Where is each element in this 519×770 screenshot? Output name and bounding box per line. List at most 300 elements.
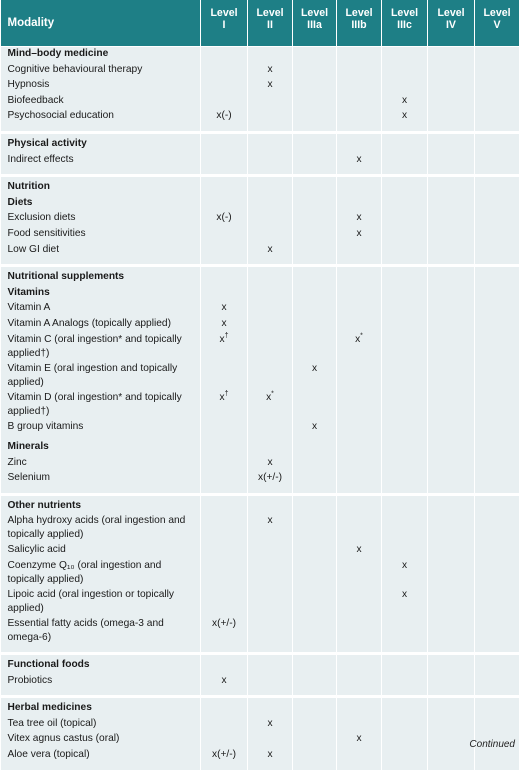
level-numeral: II (267, 19, 273, 31)
evidence-mark-level-4 (337, 301, 382, 317)
group-bottom-padding (1, 646, 519, 654)
evidence-mark-level-7 (475, 440, 519, 456)
group-bottom-padding-cell (382, 125, 428, 133)
group-bottom-padding (1, 258, 519, 266)
modality-row (1, 471, 519, 487)
group-bottom-padding-cell (337, 646, 382, 654)
evidence-mark-level-1 (201, 588, 248, 617)
evidence-mark-level-7 (475, 588, 519, 617)
evidence-mark-level-4 (337, 94, 382, 110)
evidence-mark-level-7 (475, 109, 519, 125)
group-title-empty-cell (428, 654, 475, 674)
evidence-mark-level-7 (475, 333, 519, 362)
evidence-mark-level-3 (293, 391, 337, 420)
evidence-mark-level-3 (293, 456, 337, 472)
evidence-mark-level-3 (293, 748, 337, 764)
level-word: Level (391, 7, 418, 19)
evidence-mark-level-2: x (248, 717, 293, 733)
group-title: Functional foods (1, 654, 201, 674)
evidence-mark-level-2 (248, 543, 293, 559)
evidence-mark-level-1 (201, 94, 248, 110)
group-bottom-padding-cell (337, 168, 382, 176)
modality-row (1, 78, 519, 94)
group-bottom-padding (1, 168, 519, 176)
modality-label-line: Vitamin E (oral ingestion and topically (8, 362, 201, 376)
modality-label-line: Coenzyme Q₁₀ (oral ingestion and (8, 559, 201, 573)
evidence-mark-level-6 (428, 420, 475, 436)
modality-label (1, 391, 201, 420)
evidence-mark-level-7 (475, 748, 519, 764)
evidence-mark-level-5 (382, 471, 428, 487)
evidence-mark-level-5: x (382, 109, 428, 125)
evidence-mark-level-1: x (201, 301, 248, 317)
group-bottom-padding-cell (428, 764, 475, 770)
evidence-mark-level-7 (475, 674, 519, 690)
evidence-mark-level-1: x(+/-) (201, 617, 248, 646)
evidence-mark-level-6 (428, 153, 475, 169)
modality-label: Food sensitivities (1, 227, 201, 243)
group-title-empty-cell (248, 47, 293, 63)
evidence-mark-level-7 (475, 362, 519, 391)
evidence-mark-level-3 (293, 543, 337, 559)
group-bottom-padding-cell (1, 125, 201, 133)
evidence-mark-level-5 (382, 301, 428, 317)
group-title: Mind–body medicine (1, 47, 201, 63)
evidence-mark-level-3 (293, 717, 337, 733)
evidence-mark-level-6 (428, 588, 475, 617)
modality-label-line: topically applied) (8, 573, 201, 587)
group-bottom-padding-cell (248, 646, 293, 654)
level-numeral: V (493, 19, 500, 31)
evidence-mark-level-1: x† (201, 333, 248, 362)
modality-label-line: applied†) (8, 405, 201, 419)
continued-note: Continued (469, 739, 515, 750)
evidence-mark-level-3 (293, 674, 337, 690)
evidence-mark-level-7 (475, 94, 519, 110)
modality-label: B group vitamins (1, 420, 201, 436)
evidence-mark-level-2 (248, 317, 293, 333)
evidence-mark-level-1 (201, 717, 248, 733)
evidence-mark-level-2 (248, 211, 293, 227)
evidence-mark-level-6 (428, 227, 475, 243)
group-title-empty-cell (201, 494, 248, 514)
level-word: Level (345, 7, 372, 19)
evidence-mark-level-7 (475, 211, 519, 227)
evidence-mark-level-4 (337, 391, 382, 420)
evidence-mark-level-7 (475, 543, 519, 559)
modality-row (1, 559, 519, 588)
evidence-mark-level-4 (337, 717, 382, 733)
header-row (1, 0, 519, 47)
evidence-mark-level-5 (382, 420, 428, 436)
subgroup-title: Minerals (1, 440, 201, 456)
modality-label: Selenium (1, 471, 201, 487)
evidence-mark-level-2 (248, 196, 293, 212)
group-bottom-padding-cell (337, 689, 382, 697)
evidence-mark-level-4: x (337, 732, 382, 748)
evidence-mark-level-6 (428, 243, 475, 259)
modality-label-line: applied) (8, 376, 201, 390)
group-title-empty-cell (475, 697, 519, 717)
level-word: Level (210, 7, 237, 19)
evidence-mark-level-5 (382, 674, 428, 690)
group-bottom-padding-cell (293, 646, 337, 654)
modality-row (1, 617, 519, 646)
evidence-mark-level-3: x (293, 362, 337, 391)
evidence-mark-level-5 (382, 286, 428, 302)
group-bottom-padding-cell (382, 487, 428, 495)
evidence-mark-level-6 (428, 456, 475, 472)
evidence-mark-level-2: x (248, 243, 293, 259)
group-title: Physical activity (1, 132, 201, 152)
evidence-mark-level-7 (475, 317, 519, 333)
evidence-mark-level-2 (248, 286, 293, 302)
level-numeral: IIIc (397, 19, 412, 31)
group-title-row (1, 266, 519, 286)
evidence-mark-level-1 (201, 732, 248, 748)
evidence-mark-level-1 (201, 362, 248, 391)
evidence-mark-level-1 (201, 227, 248, 243)
modality-label: Indirect effects (1, 153, 201, 169)
evidence-mark-level-3 (293, 471, 337, 487)
group-title-empty-cell (248, 266, 293, 286)
evidence-mark-level-5 (382, 63, 428, 79)
modality-row (1, 588, 519, 617)
evidence-mark-level-7 (475, 286, 519, 302)
group-bottom-padding (1, 689, 519, 697)
evidence-mark-level-2 (248, 153, 293, 169)
group-title-empty-cell (201, 654, 248, 674)
group-title-empty-cell (337, 697, 382, 717)
evidence-mark-level-6 (428, 301, 475, 317)
group-title-empty-cell (382, 266, 428, 286)
group-bottom-padding-cell (248, 168, 293, 176)
evidence-mark-level-2 (248, 94, 293, 110)
level-header-1 (201, 0, 248, 47)
evidence-mark-level-7 (475, 153, 519, 169)
evidence-mark-level-4 (337, 617, 382, 646)
group-bottom-padding-cell (382, 764, 428, 770)
modality-row (1, 211, 519, 227)
evidence-mark-level-2 (248, 420, 293, 436)
modality-row (1, 227, 519, 243)
evidence-mark-level-2 (248, 559, 293, 588)
evidence-mark-level-2 (248, 440, 293, 456)
evidence-mark-level-5 (382, 440, 428, 456)
group-bottom-padding-cell (293, 764, 337, 770)
evidence-mark-level-1 (201, 286, 248, 302)
group-bottom-padding-cell (1, 487, 201, 495)
group-title-empty-cell (382, 697, 428, 717)
evidence-mark-level-4: x (337, 543, 382, 559)
group-bottom-padding-cell (337, 125, 382, 133)
group-bottom-padding-cell (201, 168, 248, 176)
evidence-mark-level-2 (248, 617, 293, 646)
evidence-mark-level-2: x* (248, 391, 293, 420)
evidence-mark-level-6 (428, 196, 475, 212)
group-title-empty-cell (201, 132, 248, 152)
evidence-mark-level-4 (337, 420, 382, 436)
group-bottom-padding (1, 125, 519, 133)
modality-label-line: applied) (8, 602, 201, 616)
evidence-mark-level-6 (428, 317, 475, 333)
group-title-empty-cell (293, 132, 337, 152)
evidence-mark-level-3 (293, 196, 337, 212)
evidence-mark-level-7 (475, 78, 519, 94)
group-title-empty-cell (475, 654, 519, 674)
group-title-empty-cell (475, 176, 519, 196)
evidence-mark-level-7 (475, 301, 519, 317)
group-title-empty-cell (337, 494, 382, 514)
evidence-mark-level-1 (201, 243, 248, 259)
group-title-empty-cell (428, 176, 475, 196)
evidence-mark-level-3 (293, 514, 337, 543)
group-title-empty-cell (337, 266, 382, 286)
evidence-mark-level-1 (201, 196, 248, 212)
evidence-mark-level-2: x (248, 63, 293, 79)
group-bottom-padding-cell (201, 646, 248, 654)
group-title-row (1, 697, 519, 717)
evidence-mark-level-6 (428, 514, 475, 543)
group-bottom-padding-cell (1, 646, 201, 654)
evidence-mark-level-5 (382, 391, 428, 420)
evidence-mark-level-2: x (248, 514, 293, 543)
evidence-mark-level-5 (382, 227, 428, 243)
evidence-mark-level-5 (382, 333, 428, 362)
group-bottom-padding-cell (475, 646, 519, 654)
evidence-mark-level-5 (382, 362, 428, 391)
level-header-2 (248, 0, 293, 47)
group-bottom-padding-cell (201, 764, 248, 770)
evidence-mark-level-1 (201, 559, 248, 588)
evidence-mark-level-5: x (382, 588, 428, 617)
modality-label-line: topically applied) (8, 528, 201, 542)
evidence-mark-level-5 (382, 196, 428, 212)
modality-label: Hypnosis (1, 78, 201, 94)
modality-label (1, 588, 201, 617)
group-title-row (1, 494, 519, 514)
evidence-mark-level-7 (475, 243, 519, 259)
modality-row (1, 362, 519, 391)
group-bottom-padding-cell (248, 689, 293, 697)
group-title-empty-cell (248, 494, 293, 514)
evidence-mark-level-7 (475, 196, 519, 212)
evidence-mark-level-4 (337, 748, 382, 764)
evidence-mark-level-2 (248, 732, 293, 748)
level-word: Level (301, 7, 328, 19)
group-title-row (1, 132, 519, 152)
modality-row (1, 456, 519, 472)
group-bottom-padding-cell (248, 764, 293, 770)
group-bottom-padding-cell (382, 258, 428, 266)
evidence-mark-level-5 (382, 748, 428, 764)
evidence-mark-level-3 (293, 94, 337, 110)
level-numeral: IIIb (351, 19, 366, 31)
evidence-mark-level-3 (293, 109, 337, 125)
evidence-mark-level-1: x† (201, 391, 248, 420)
modality-label: Low GI diet (1, 243, 201, 259)
evidence-mark-level-6 (428, 732, 475, 748)
modality-label: Tea tree oil (topical) (1, 717, 201, 733)
group-title-empty-cell (337, 47, 382, 63)
evidence-mark-level-4 (337, 196, 382, 212)
evidence-mark-level-1 (201, 440, 248, 456)
evidence-mark-level-2 (248, 227, 293, 243)
modality-label-line: Vitamin C (oral ingestion* and topically (8, 333, 201, 347)
group-bottom-padding-cell (248, 487, 293, 495)
evidence-mark-level-2: x(+/-) (248, 471, 293, 487)
modality-label: Biofeedback (1, 94, 201, 110)
evidence-mark-level-1 (201, 420, 248, 436)
group-title-empty-cell (201, 47, 248, 63)
evidence-mark-level-4 (337, 362, 382, 391)
evidence-mark-level-5 (382, 543, 428, 559)
group-bottom-padding-cell (1, 689, 201, 697)
evidence-mark-level-2 (248, 588, 293, 617)
evidence-mark-level-4 (337, 286, 382, 302)
evidence-mark-level-7 (475, 617, 519, 646)
modality-label-line: Vitamin D (oral ingestion* and topically (8, 391, 201, 405)
group-bottom-padding-cell (1, 764, 201, 770)
evidence-mark-level-5 (382, 317, 428, 333)
evidence-mark-level-3 (293, 559, 337, 588)
evidence-mark-level-2: x (248, 78, 293, 94)
evidence-mark-level-6 (428, 674, 475, 690)
evidence-mark-level-7 (475, 717, 519, 733)
group-title-row (1, 654, 519, 674)
group-bottom-padding-cell (475, 689, 519, 697)
modality-label-line: applied†) (8, 347, 201, 361)
evidence-mark-level-3 (293, 440, 337, 456)
evidence-mark-level-6 (428, 543, 475, 559)
modality-label (1, 514, 201, 543)
modality-row (1, 153, 519, 169)
modality-label: Vitamin A Analogs (topically applied) (1, 317, 201, 333)
evidence-mark-level-7 (475, 63, 519, 79)
group-bottom-padding-cell (1, 258, 201, 266)
group-title-empty-cell (293, 697, 337, 717)
group-title-empty-cell (428, 266, 475, 286)
evidence-mark-level-5 (382, 211, 428, 227)
evidence-mark-level-1: x(-) (201, 211, 248, 227)
level-numeral: I (223, 19, 226, 31)
evidence-mark-level-6 (428, 471, 475, 487)
subgroup-title: Diets (1, 196, 201, 212)
modality-row (1, 748, 519, 764)
evidence-mark-level-1: x (201, 317, 248, 333)
modality-label: Vitamin A (1, 301, 201, 317)
evidence-mark-level-2 (248, 362, 293, 391)
group-bottom-padding-cell (293, 168, 337, 176)
evidence-mark-level-3 (293, 227, 337, 243)
level-word: Level (256, 7, 283, 19)
evidence-mark-level-6 (428, 362, 475, 391)
evidence-mark-level-6 (428, 391, 475, 420)
group-title-empty-cell (293, 266, 337, 286)
evidence-mark-level-2: x (248, 748, 293, 764)
evidence-mark-level-4 (337, 109, 382, 125)
group-title-row (1, 47, 519, 63)
subgroup-title: Vitamins (1, 286, 201, 302)
evidence-mark-level-3 (293, 243, 337, 259)
level-header-7 (475, 0, 519, 47)
group-bottom-padding-cell (428, 646, 475, 654)
evidence-mark-level-5 (382, 617, 428, 646)
group-bottom-padding-cell (248, 258, 293, 266)
group-title-empty-cell (293, 654, 337, 674)
group-title: Nutrition (1, 176, 201, 196)
modality-label-line: Alpha hydroxy acids (oral ingestion and (8, 514, 201, 528)
modality-row (1, 109, 519, 125)
evidence-mark-level-4 (337, 559, 382, 588)
evidence-mark-level-1 (201, 153, 248, 169)
evidence-mark-level-2 (248, 674, 293, 690)
modality-row (1, 286, 519, 302)
group-bottom-padding-cell (201, 258, 248, 266)
group-bottom-padding-cell (475, 168, 519, 176)
group-title-empty-cell (201, 266, 248, 286)
group-title: Nutritional supplements (1, 266, 201, 286)
group-bottom-padding-cell (293, 487, 337, 495)
evidence-mark-level-7 (475, 456, 519, 472)
evidence-mark-level-4 (337, 471, 382, 487)
group-bottom-padding (1, 487, 519, 495)
evidence-mark-level-1 (201, 78, 248, 94)
modality-row (1, 243, 519, 259)
modality-label: Aloe vera (topical) (1, 748, 201, 764)
evidence-mark-level-3 (293, 153, 337, 169)
group-title-empty-cell (475, 132, 519, 152)
group-title-empty-cell (337, 176, 382, 196)
evidence-mark-level-4 (337, 243, 382, 259)
evidence-mark-level-4: x (337, 153, 382, 169)
evidence-mark-level-5 (382, 153, 428, 169)
group-title-empty-cell (428, 494, 475, 514)
modality-row (1, 94, 519, 110)
evidence-mark-level-1 (201, 456, 248, 472)
group-bottom-padding-cell (475, 125, 519, 133)
group-title-empty-cell (337, 654, 382, 674)
evidence-mark-level-5 (382, 78, 428, 94)
evidence-mark-level-6 (428, 78, 475, 94)
modality-header: Modality (1, 0, 201, 47)
evidence-mark-level-3 (293, 286, 337, 302)
evidence-mark-level-4: x* (337, 333, 382, 362)
modality-row (1, 196, 519, 212)
group-bottom-padding-cell (1, 168, 201, 176)
evidence-mark-level-4 (337, 674, 382, 690)
evidence-mark-level-3 (293, 301, 337, 317)
group-bottom-padding-cell (475, 764, 519, 770)
evidence-mark-level-6 (428, 109, 475, 125)
evidence-mark-level-6 (428, 63, 475, 79)
evidence-mark-level-5 (382, 732, 428, 748)
group-title-empty-cell (382, 47, 428, 63)
evidence-mark-level-5 (382, 456, 428, 472)
modality-label (1, 333, 201, 362)
modality-label: Psychosocial education (1, 109, 201, 125)
group-title-empty-cell (382, 132, 428, 152)
evidence-mark-level-7 (475, 514, 519, 543)
evidence-mark-level-3 (293, 732, 337, 748)
group-bottom-padding-cell (428, 689, 475, 697)
group-bottom-padding-cell (428, 168, 475, 176)
group-title-row (1, 176, 519, 196)
modality-row (1, 391, 519, 420)
group-title-empty-cell (428, 132, 475, 152)
group-bottom-padding-cell (201, 487, 248, 495)
group-bottom-padding-cell (428, 487, 475, 495)
